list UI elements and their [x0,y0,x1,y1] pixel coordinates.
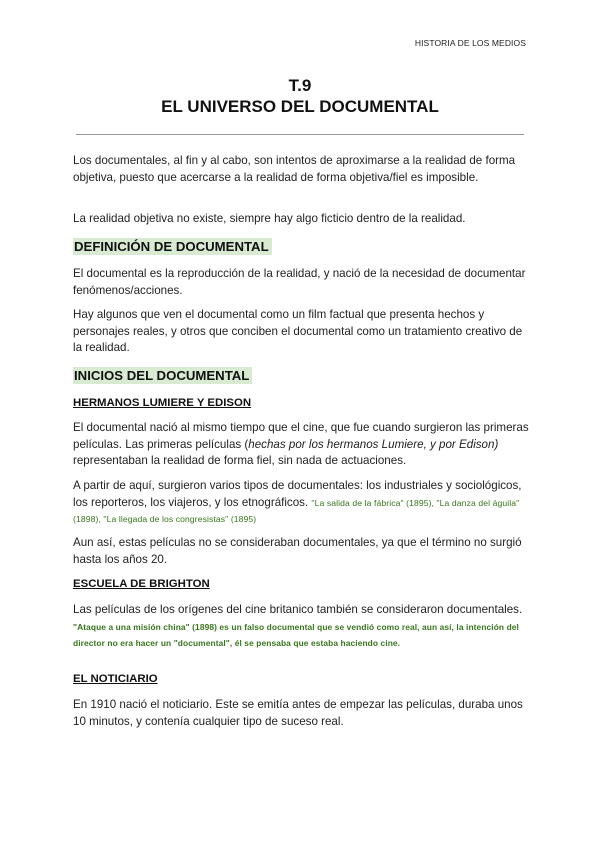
running-header: HISTORIA DE LOS MEDIOS [414,38,526,48]
lumiere-paragraph-3: Aun así, estas películas no se consideraban documentales, ya que el término no surgió hasta los años 20. [73,536,522,566]
chapter-number: T.9 [288,76,312,95]
brighton-p1-film-note: "Ataque a una misión china" (1898) es un falso documental que se vendió como real, aun así, la intención del director no era hacer un "documental", él se pensaba que estaba haciendo cine. [73,621,519,648]
lumiere-p1-italic: hechas por los hermanos Lumiere, y por Edison) [248,437,499,451]
lumiere-p2-film-note: "La salida de la fábrica" (1895), "La danza del águila" (1898), "La llegada de los congresistas" (1895) [73,497,520,524]
definicion-paragraph-1: El documental es la reproducción de la realidad, y nació de la necesidad de documentar fenómenos/acciones. [73,267,526,297]
definicion-paragraph-2: Hay algunos que ven el documental como un film factual que presenta hechos y personajes reales, y otros que conciben el documental como un tratamiento creativo de la realidad. [73,308,523,354]
intro-paragraph-1: Los documentales, al fin y al cabo, son intentos de aproximarse a la realidad de forma objetiva, puesto que acercarse a la realidad de forma objetiva/fiel es imposible. [73,154,516,184]
lumiere-p1-text-b: representaban la realidad de forma fiel, sin nada de actuaciones. [73,454,407,467]
intro-paragraph-2: La realidad objetiva no existe, siempre hay algo ficticio dentro de la realidad. [73,212,466,225]
title-divider [76,134,524,135]
lumiere-p1-text-a: El documental nació al mismo tiempo que el cine, que fue cuando surgieron las primeras películas. Las primeras películas ( [73,421,529,451]
brighton-paragraph-1 [73,602,533,652]
lumiere-p2-text: A partir de aquí, surgieron varios tipos de documentales: los industriales y sociológicos, los reporteros, los viajeros, y los etnográficos. [73,479,522,509]
section-heading-definicion: DEFINICIÓN DE DOCUMENTAL [73,238,272,255]
subheading-lumiere-edison: HERMANOS LUMIERE Y EDISON [73,397,252,409]
brighton-p1-text: Las películas de los orígenes del cine britanico también se consideraron documentales. [73,603,523,616]
section-heading-inicios: INICIOS DEL DOCUMENTAL [73,367,252,384]
page-title: EL UNIVERSO DEL DOCUMENTAL [161,97,439,116]
noticiario-paragraph-1: En 1910 nació el noticiario. Este se emitía antes de empezar las películas, duraba unos 10 minutos, y contenía cualquier tipo de suceso real. [73,698,523,728]
lumiere-paragraph-2 [73,478,533,528]
subheading-noticiario: EL NOTICIARIO [73,673,158,685]
subheading-brighton: ESCUELA DE BRIGHTON [73,578,210,590]
lumiere-paragraph-1 [73,420,533,470]
